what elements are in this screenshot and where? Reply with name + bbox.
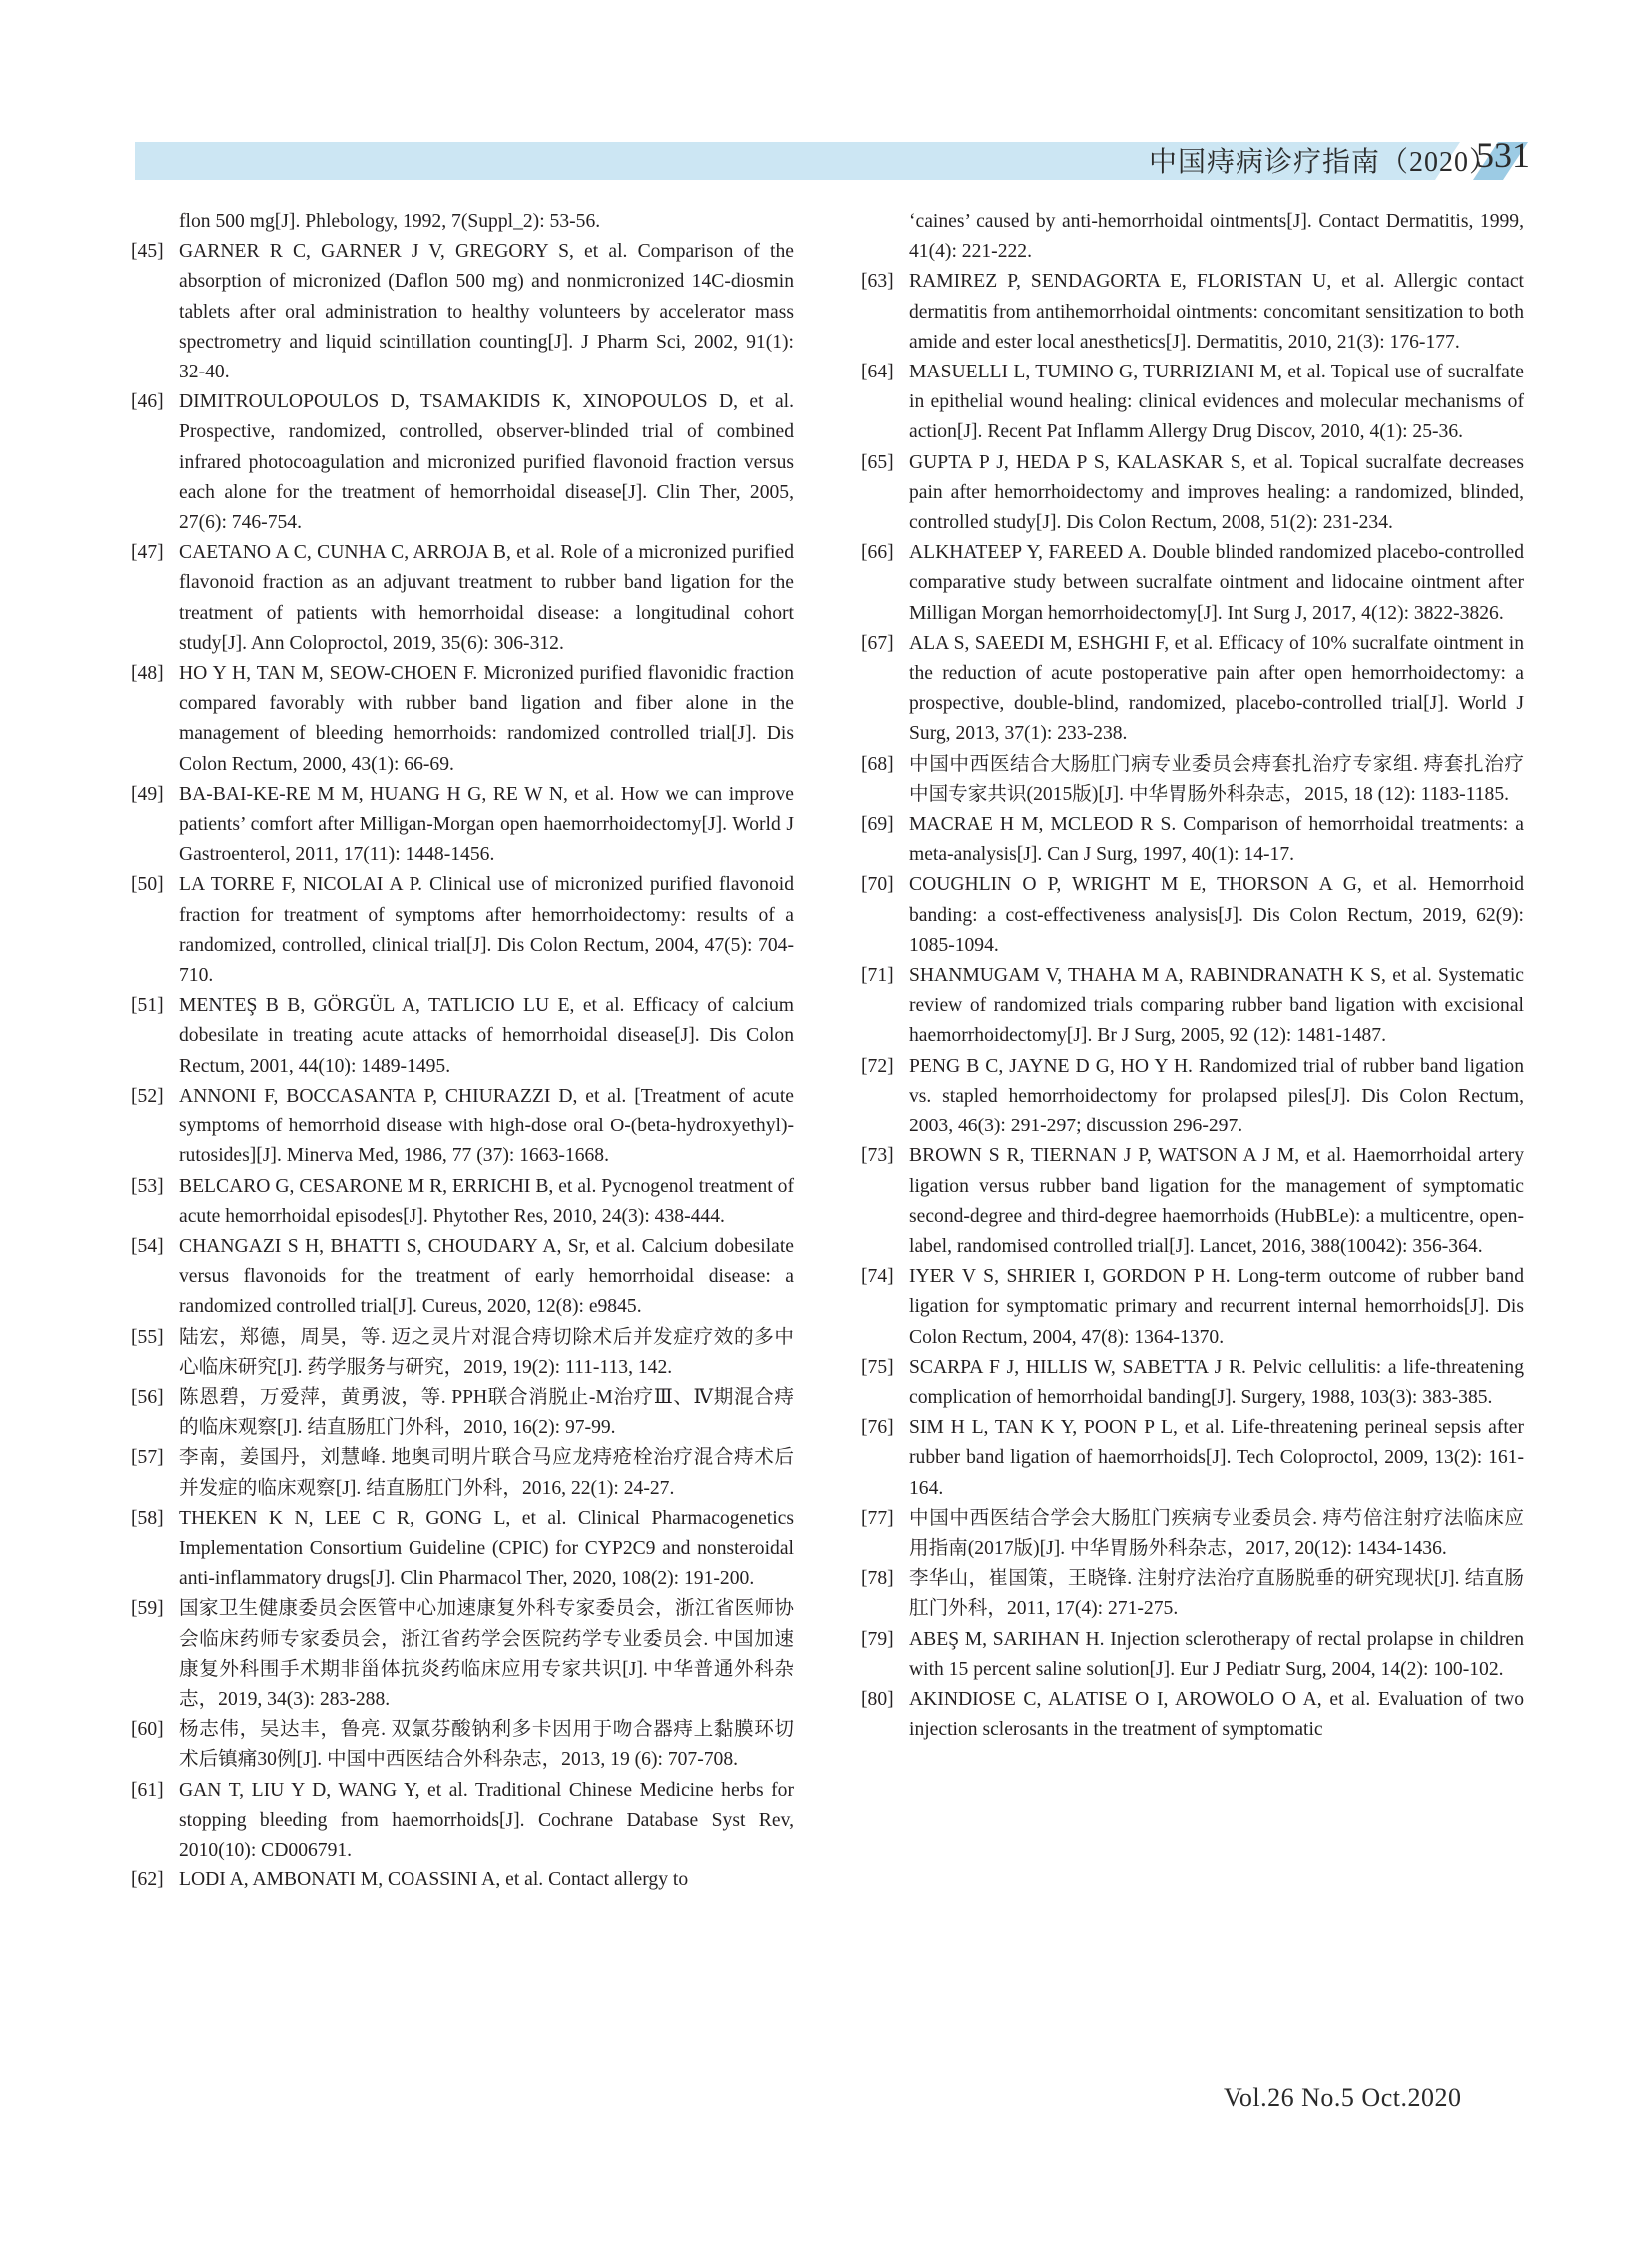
reference-text: COUGHLIN O P, WRIGHT M E, THORSON A G, et al. Hemorrhoid banding: a cost-effectiveness analysis[J]. Dis Colon Rectum, 2019, 62(9): 1085-1094. (909, 874, 1524, 956)
journal-title: 中国痔病诊疗指南（2020） (1149, 147, 1499, 178)
reference-text: IYER V S, SHRIER I, GORDON P H. Long-term outcome of rubber band ligation for symptomatic primary and recurrent internal hemorrhoids[J]. Dis Colon Rectum, 2004, 47(8): 1364-1370. (909, 1266, 1524, 1348)
reference-item (131, 1504, 794, 1595)
reference-item (861, 1685, 1524, 1745)
reference-number: [68] (861, 753, 894, 775)
reference-text: CAETANO A C, CUNHA C, ARROJA B, et al. Role of a micronized purified flavonoid fraction as an adjuvant treatment to rubber band ligation for the treatment of patients with hemorrhoidal disease: a longitudinal cohort study[J]. Ann Coloproctol, 2019, 35(6): 306-312. (179, 542, 794, 654)
page-number: 531 (1476, 135, 1530, 175)
reference-text: GARNER R C, GARNER J V, GREGORY S, et al. Comparison of the absorption of micronized (Daflon 500 mg) and nonmicronized 14C-diosmin tablets after oral administration to healthy volunteers by accelerator mass spectrometry and liquid scintillation counting[J]. J Pharm Sci, 2002, 91(1): 32-40. (179, 241, 794, 383)
reference-number: [45] (131, 241, 164, 263)
reference-number: [58] (131, 1507, 164, 1529)
issue-info: Vol.26 No.5 Oct.2020 (1224, 2083, 1462, 2112)
reference-number: [77] (861, 1507, 894, 1529)
reference-text: MACRAE H M, MCLEOD R S. Comparison of hemorrhoidal treatments: a meta-analysis[J]. Can J Surg, 1997, 40(1): 14-17. (909, 814, 1524, 866)
reference-item (131, 1383, 794, 1443)
reference-item (131, 387, 794, 538)
reference-number: [54] (131, 1235, 164, 1257)
reference-number: [49] (131, 783, 164, 805)
reference-item (131, 659, 794, 780)
reference-number: [66] (861, 542, 894, 564)
reference-number: [65] (861, 451, 894, 473)
reference-number: [73] (861, 1145, 894, 1167)
reference-number: [79] (861, 1628, 894, 1650)
reference-item (131, 1323, 794, 1383)
reference-text: CHANGAZI S H, BHATTI S, CHOUDARY A, Sr, et al. Calcium dobesilate versus flavonoids for the treatment of early hemorrhoidal disease: a randomized controlled trial[J]. Cureus, 2020, 12(8): e9845. (179, 1235, 794, 1318)
reference-number: [63] (861, 271, 894, 293)
reference-text: HO Y H, TAN M, SEOW-CHOEN F. Micronized purified flavonidic fraction compared favorably with rubber band ligation and fiber alone in the management of bleeding hemorrhoids: randomized controlled trial[J]. Dis Colon Rectum, 2000, 43(1): 66-69. (179, 663, 794, 775)
reference-text: 中国中西医结合大肠肛门病专业委员会痔套扎治疗专家组. 痔套扎治疗中国专家共识(2015版)[J]. 中华胃肠外科杂志，2015, 18 (12): 1183-1185. (909, 753, 1524, 805)
reference-text: SIM H L, TAN K Y, POON P L, et al. Life-threatening perineal sepsis after rubber band ligation of haemorrhoids[J]. Tech Coloproctol, 2009, 13(2): 161-164. (909, 1417, 1524, 1499)
reference-item (861, 750, 1524, 810)
reference-item (861, 1625, 1524, 1685)
reference-item (131, 1594, 794, 1715)
reference-number: [62] (131, 1869, 164, 1891)
reference-text: LODI A, AMBONATI M, COASSINI A, et al. Contact allergy to (179, 1869, 689, 1891)
reference-number: [47] (131, 542, 164, 564)
reference-text: 杨志伟，吴达丰，鲁亮. 双氯芬酸钠利多卡因用于吻合器痔上黏膜环切术后镇痛30例[J]. 中国中西医结合外科杂志，2013, 19 (6): 707-708. (179, 1719, 794, 1771)
reference-number: [64] (861, 362, 894, 383)
reference-item (861, 358, 1524, 448)
references-right-column (861, 207, 1524, 1745)
reference-number: [59] (131, 1598, 164, 1620)
page-header (0, 0, 1652, 200)
reference-item (861, 629, 1524, 750)
reference-text: ABEŞ M, SARIHAN H. Injection sclerotherapy of rectal prolapse in children with 15 percent saline solution[J]. Eur J Pediatr Surg, 2004, 14(2): 100-102. (909, 1628, 1524, 1680)
reference-text: ALA S, SAEEDI M, ESHGHI F, et al. Efficacy of 10% sucralfate ointment in the reduction of acute postoperative pain after open hemorrhoidectomy: a prospective, double-blind, randomized, placebo-controlled trial[J]. World J Surg, 2013, 37(1): 233-238. (909, 632, 1524, 745)
reference-item (861, 870, 1524, 961)
reference-item (131, 237, 794, 387)
reference-text: THEKEN K N, LEE C R, GONG L, et al. Clinical Pharmacogenetics Implementation Consortium Guideline (CPIC) for CYP2C9 and nonsteroidal anti-inflammatory drugs[J]. Clin Pharmacol Ther, 2020, 108(2): 191-200. (179, 1507, 794, 1590)
reference-item (861, 538, 1524, 629)
reference-text: 陈恩碧，万爱萍，黄勇波，等. PPH联合消脱止-M治疗Ⅲ、Ⅳ期混合痔的临床观察[J]. 结直肠肛门外科，2010, 16(2): 97-99. (179, 1386, 794, 1439)
reference-number: [46] (131, 391, 164, 413)
reference-number: [80] (861, 1688, 894, 1710)
reference-item (131, 1082, 794, 1172)
reference-number: [74] (861, 1266, 894, 1288)
references-left-column (131, 207, 794, 1895)
reference-number: [56] (131, 1386, 164, 1408)
reference-item (861, 1262, 1524, 1353)
reference-number: [75] (861, 1356, 894, 1378)
reference-item (131, 1443, 794, 1503)
reference-number: [76] (861, 1417, 894, 1439)
reference-text: MENTEŞ B B, GÖRGÜL A, TATLICIO LU E, et al. Efficacy of calcium dobesilate in treating acute attacks of hemorrhoidal disease[J]. Dis Colon Rectum, 2001, 44(10): 1489-1495. (179, 995, 794, 1077)
reference-text: 中国中西医结合学会大肠肛门疾病专业委员会. 痔芍倍注射疗法临床应用指南(2017版)[J]. 中华胃肠外科杂志，2017, 20(12): 1434-1436. (909, 1507, 1524, 1559)
reference-number: [61] (131, 1779, 164, 1801)
reference-number: [52] (131, 1085, 164, 1107)
reference-item (861, 207, 1524, 267)
reference-item (861, 1504, 1524, 1564)
reference-text: ‘caines’ caused by anti-hemorrhoidal ointments[J]. Contact Dermatitis, 1999, 41(4): 221-222. (909, 211, 1524, 263)
reference-number: [69] (861, 814, 894, 836)
reference-number: [72] (861, 1055, 894, 1077)
reference-number: [78] (861, 1568, 894, 1590)
reference-item (131, 1715, 794, 1775)
reference-text: GAN T, LIU Y D, WANG Y, et al. Traditional Chinese Medicine herbs for stopping bleeding from haemorrhoids[J]. Cochrane Database Syst Rev, 2010(10): CD006791. (179, 1779, 794, 1861)
reference-item (131, 991, 794, 1082)
reference-text: 陆宏，郑德，周昊，等. 迈之灵片对混合痔切除术后并发症疗效的多中心临床研究[J]. 药学服务与研究，2019, 19(2): 111-113, 142. (179, 1326, 794, 1378)
reference-number: [60] (131, 1719, 164, 1741)
reference-item (131, 1172, 794, 1232)
reference-item (131, 1776, 794, 1867)
reference-number: [70] (861, 874, 894, 896)
reference-item (861, 1052, 1524, 1142)
reference-item (131, 780, 794, 871)
reference-number: [50] (131, 874, 164, 896)
reference-item (861, 1353, 1524, 1413)
reference-item (131, 1232, 794, 1323)
reference-item (131, 1866, 794, 1895)
reference-text: BROWN S R, TIERNAN J P, WATSON A J M, et al. Haemorrhoidal artery ligation versus rubber band ligation for the management of symptomatic second-degree and third-degree haemorrhoids (HubBLe): a multicentre, open-label, randomised controlled trial[J]. Lancet, 2016, 388(10042): 356-364. (909, 1145, 1524, 1257)
reference-text: SCARPA F J, HILLIS W, SABETTA J R. Pelvic cellulitis: a life-threatening complication of hemorrhoidal banding[J]. Surgery, 1988, 103(3): 383-385. (909, 1356, 1524, 1408)
reference-item (861, 1413, 1524, 1504)
reference-item (861, 267, 1524, 358)
reference-text: AKINDIOSE C, ALATISE O I, AROWOLO O A, et al. Evaluation of two injection sclerosants in the treatment of symptomatic (909, 1688, 1524, 1741)
reference-text: ALKHATEEP Y, FAREED A. Double blinded randomized placebo-controlled comparative study between sucralfate ointment and lidocaine ointment after Milligan Morgan hemorrhoidectomy[J]. Int Surg J, 2017, 4(12): 3822-3826. (909, 542, 1524, 624)
reference-number: [71] (861, 965, 894, 987)
reference-text: BA-BAI-KE-RE M M, HUANG H G, RE W N, et al. How we can improve patients’ comfort after Milligan-Morgan open haemorrhoidectomy[J]. World J Gastroenterol, 2011, 17(11): 1448-1456. (179, 783, 794, 866)
reference-text: ANNONI F, BOCCASANTA P, CHIURAZZI D, et al. [Treatment of acute symptoms of hemorrhoid disease with high-dose oral O-(beta-hydroxyethyl)-rutosides][J]. Minerva Med, 1986, 77 (37): 1663-1668. (179, 1085, 794, 1167)
reference-item (131, 870, 794, 991)
reference-text: RAMIREZ P, SENDAGORTA E, FLORISTAN U, et al. Allergic contact dermatitis from antihemorrhoidal ointments: concomitant sensitization to both amide and ester local anesthetics[J]. Dermatitis, 2010, 21(3): 176-177. (909, 271, 1524, 353)
reference-number: [55] (131, 1326, 164, 1348)
reference-item (861, 810, 1524, 870)
reference-number: [48] (131, 663, 164, 685)
reference-item (861, 1564, 1524, 1624)
reference-text: 李华山，崔国策，王晓锋. 注射疗法治疗直肠脱垂的研究现状[J]. 结直肠肛门外科，2011, 17(4): 271-275. (909, 1568, 1524, 1620)
reference-text: BELCARO G, CESARONE M R, ERRICHI B, et al. Pycnogenol treatment of acute hemorrhoidal episodes[J]. Phytother Res, 2010, 24(3): 438-444. (179, 1175, 794, 1227)
reference-number: [67] (861, 632, 894, 654)
reference-text: GUPTA P J, HEDA P S, KALASKAR S, et al. Topical sucralfate decreases pain after hemorrhoidectomy and improves healing: a randomized, blinded, controlled study[J]. Dis Colon Rectum, 2008, 51(2): 231-234. (909, 451, 1524, 534)
reference-item (861, 1141, 1524, 1262)
reference-text: 国家卫生健康委员会医管中心加速康复外科专家委员会，浙江省医师协会临床药师专家委员会，浙江省药学会医院药学专业委员会. 中国加速康复外科围手术期非甾体抗炎药临床应用专家共识[J]. 中华普通外科杂志，2019, 34(3): 283-288. (179, 1598, 794, 1710)
reference-text: 李南，姜国丹，刘慧峰. 地奥司明片联合马应龙痔疮栓治疗混合痔术后并发症的临床观察[J]. 结直肠肛门外科，2016, 22(1): 24-27. (179, 1447, 794, 1499)
reference-item (861, 961, 1524, 1052)
reference-text: DIMITROULOPOULOS D, TSAMAKIDIS K, XINOPOULOS D, et al. Prospective, randomized, controlled, observer-blinded trial of combined infrared photocoagulation and micronized purified flavonoid fraction versus each alone for the treatment of hemorrhoidal disease[J]. Clin Ther, 2005, 27(6): 746-754. (179, 391, 794, 534)
reference-text: LA TORRE F, NICOLAI A P. Clinical use of micronized purified flavonoid fraction for treatment of symptoms after hemorrhoidectomy: results of a randomized, controlled, clinical trial[J]. Dis Colon Rectum, 2004, 47(5): 704-710. (179, 874, 794, 987)
reference-text: PENG B C, JAYNE D G, HO Y H. Randomized trial of rubber band ligation vs. stapled hemorrhoidectomy for prolapsed piles[J]. Dis Colon Rectum, 2003, 46(3): 291-297; discussion 296-297. (909, 1055, 1524, 1137)
reference-number: [57] (131, 1447, 164, 1469)
reference-text: SHANMUGAM V, THAHA M A, RABINDRANATH K S, et al. Systematic review of randomized trials comparing rubber band ligation with excisional haemorrhoidectomy[J]. Br J Surg, 2005, 92 (12): 1481-1487. (909, 965, 1524, 1047)
reference-text: MASUELLI L, TUMINO G, TURRIZIANI M, et al. Topical use of sucralfate in epithelial wound healing: clinical evidences and molecular mechanisms of action[J]. Recent Pat Inflamm Allergy Drug Discov, 2010, 4(1): 25-36. (909, 362, 1524, 443)
reference-item (131, 207, 794, 237)
reference-item (131, 538, 794, 659)
reference-number: [53] (131, 1175, 164, 1197)
reference-number: [51] (131, 995, 164, 1017)
reference-item (861, 448, 1524, 539)
reference-text: flon 500 mg[J]. Phlebology, 1992, 7(Suppl_2): 53-56. (179, 211, 601, 232)
